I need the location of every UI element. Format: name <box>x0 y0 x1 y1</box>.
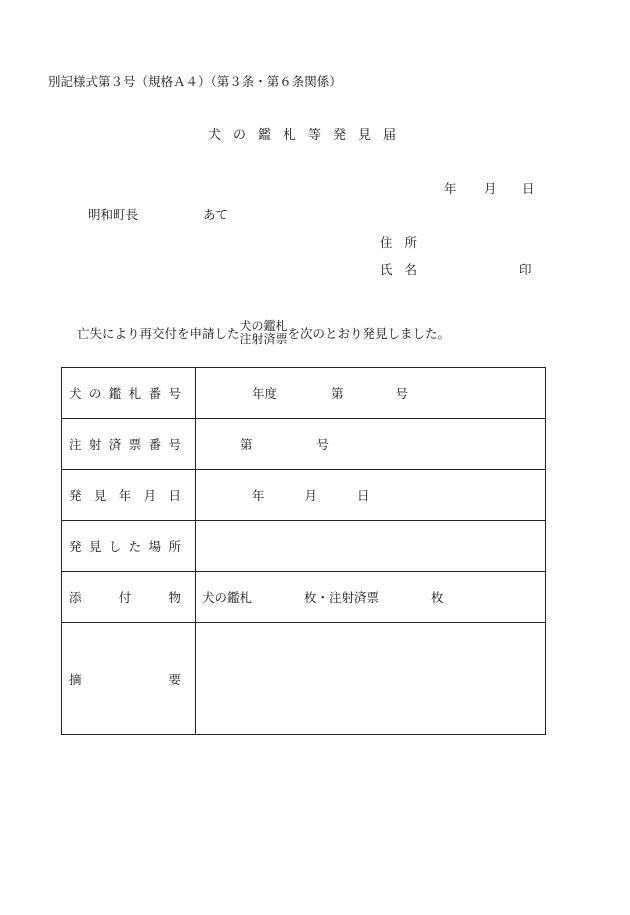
label-char: 鑑 <box>108 386 122 401</box>
ordinal-prefix: 第 <box>240 437 253 452</box>
form-title: 犬の鑑札等発見届 <box>208 128 409 143</box>
fiscal-year-label: 年度 <box>252 386 278 401</box>
number-suffix: 号 <box>395 386 409 401</box>
day-label: 日 <box>357 488 370 503</box>
label-char: 済 <box>108 437 122 452</box>
name-label: 氏名 <box>380 262 430 277</box>
statement-option-tag: 犬の鑑札 <box>239 319 288 333</box>
label-char: 発 <box>69 539 82 554</box>
attachments-field[interactable] <box>196 572 546 623</box>
month-label: 月 <box>304 488 318 503</box>
label-char: 号 <box>168 437 181 452</box>
date-year-label: 年 <box>444 181 457 196</box>
statement-before: 亡失により再交付を申請した <box>77 326 240 341</box>
discovery-table <box>61 367 546 735</box>
row-label <box>62 368 196 419</box>
label-char: 日 <box>168 488 181 503</box>
table-row-certificate-number <box>62 419 546 470</box>
table-row-tag-number <box>62 368 546 419</box>
label-char: 摘 <box>69 671 82 687</box>
tag-number-field[interactable] <box>196 368 546 419</box>
label-char: 添 <box>69 590 82 605</box>
label-char: た <box>128 539 142 554</box>
label-char: 見 <box>88 539 102 554</box>
statement-after: を次のとおり発見しました。 <box>287 326 451 341</box>
label-char: 番 <box>148 437 162 452</box>
addressee: 明和町長 <box>88 207 139 222</box>
number-suffix: 号 <box>316 437 330 452</box>
row-label <box>62 470 196 521</box>
label-char: 見 <box>93 488 107 503</box>
label-char: 票 <box>128 437 142 452</box>
table-row-discovery-date <box>62 470 546 521</box>
statement <box>77 318 450 348</box>
label-char: 発 <box>69 488 82 503</box>
statement-options <box>240 320 288 346</box>
count-suffix: 枚 <box>431 590 444 605</box>
row-label <box>62 572 196 623</box>
date-month-label: 月 <box>484 181 497 196</box>
year-label: 年 <box>252 488 265 503</box>
addressee-suffix: あて <box>203 207 229 222</box>
label-char: 要 <box>168 671 181 687</box>
form-number-label: 別記様式第３号（規格Ａ４）（第３条・第６条関係） <box>48 74 342 89</box>
seal-mark: 印 <box>519 262 532 277</box>
row-label <box>62 521 196 572</box>
label-char: 番 <box>148 386 162 401</box>
label-char: 注 <box>69 437 82 452</box>
label-char: 月 <box>143 488 157 503</box>
label-char: 場 <box>148 539 162 554</box>
table-row-attachments <box>62 572 546 623</box>
table-row-discovery-place <box>62 521 546 572</box>
row-label <box>62 623 196 735</box>
attachment-certificate-label: 枚・注射済票 <box>304 590 380 605</box>
label-char: 物 <box>168 590 181 605</box>
label-char: 年 <box>118 488 132 503</box>
row-label <box>62 419 196 470</box>
ordinal-prefix: 第 <box>331 386 344 401</box>
statement-option-certificate: 注射済票 <box>239 332 288 346</box>
certificate-number-field[interactable] <box>196 419 546 470</box>
label-char: の <box>88 386 102 401</box>
discovery-date-field[interactable] <box>196 470 546 521</box>
label-char: し <box>108 539 122 554</box>
label-char: 犬 <box>69 386 82 401</box>
label-char: 号 <box>168 386 181 401</box>
table-row-remarks <box>62 623 546 735</box>
address-label: 住所 <box>380 235 430 250</box>
date-day-label: 日 <box>522 181 535 196</box>
label-char: 所 <box>168 539 181 554</box>
label-char: 札 <box>128 386 142 401</box>
discovery-place-field[interactable] <box>196 521 546 572</box>
label-char: 付 <box>118 590 132 605</box>
label-char: 射 <box>88 437 102 452</box>
attachment-tag-label: 犬の鑑札 <box>202 590 253 605</box>
remarks-field[interactable] <box>196 623 546 735</box>
